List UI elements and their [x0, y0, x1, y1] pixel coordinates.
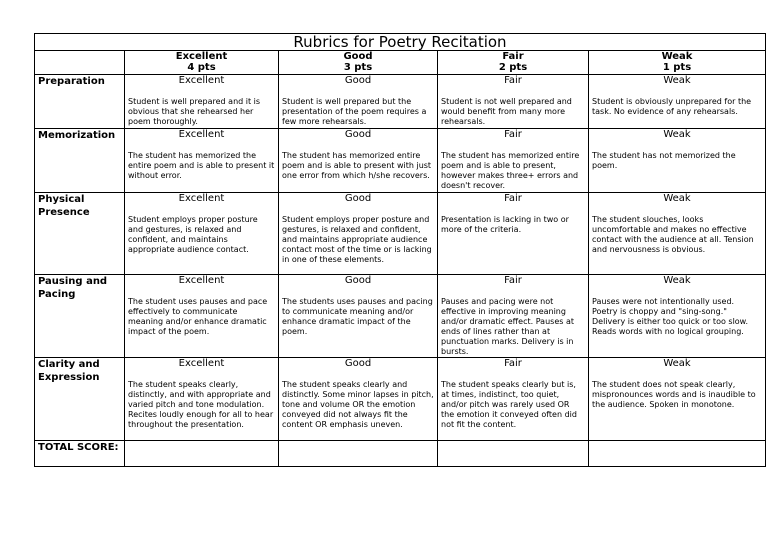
- cell-description: The students uses pauses and pacing to communicate meaning and/or enhance dramatic impact of the poem.: [282, 297, 433, 336]
- total-score-label: TOTAL SCORE:: [35, 441, 125, 467]
- rubric-cell: [279, 275, 438, 358]
- level-label: Good: [344, 275, 372, 286]
- column-name: Fair: [502, 51, 524, 62]
- criterion-label: Pausing and Pacing: [35, 275, 125, 358]
- cell-description: Student is well prepared and it is obvious that she rehearsed her poem thoroughly.: [128, 97, 261, 126]
- level-label: Weak: [663, 75, 691, 86]
- level-label: Excellent: [178, 193, 225, 204]
- criterion-label: Memorization: [35, 129, 125, 193]
- level-label: Weak: [663, 129, 691, 140]
- level-label: Good: [344, 193, 372, 204]
- cell-description: The student slouches, looks uncomfortable and makes no effective contact with the audience at all. Tension and nervousness is obvious.: [592, 215, 754, 254]
- score-entry-cell[interactable]: [589, 441, 766, 467]
- total-score-row: [35, 441, 766, 467]
- column-header-excellent: [125, 51, 279, 75]
- criterion-label: Clarity and Expression: [35, 358, 125, 441]
- column-header-good: [279, 51, 438, 75]
- cell-description: The student uses pauses and pace effectively to communicate meaning and/or enhance dramatic impact of the poem.: [128, 297, 268, 336]
- rubric-cell: [589, 129, 766, 193]
- cell-description: The student speaks clearly, distinctly, and with appropriate and varied pitch and tone modulation. Recites loudly enough for all to hear throughout the presentation.: [128, 380, 274, 429]
- rubric-cell: [125, 193, 279, 275]
- criterion-label: Preparation: [35, 75, 125, 129]
- rubric-cell: [438, 193, 589, 275]
- criterion-label: Physical Presence: [35, 193, 125, 275]
- level-label: Weak: [663, 193, 691, 204]
- column-points: 1 pts: [662, 62, 692, 73]
- level-label: Fair: [504, 275, 522, 286]
- cell-description: The student has memorized entire poem and is able to present with just one error from which h/she recovers.: [282, 151, 432, 180]
- column-header-weak: [589, 51, 766, 75]
- rubric-cell: [279, 75, 438, 129]
- rubric-cell: [589, 275, 766, 358]
- column-points: 2 pts: [498, 62, 528, 73]
- rubric-cell: [279, 358, 438, 441]
- rubric-cell: [125, 275, 279, 358]
- cell-description: The student has memorized the entire poem and is able to present it without error.: [128, 151, 275, 180]
- rubric-cell: [438, 75, 589, 129]
- rubric-cell: [438, 358, 589, 441]
- cell-description: Student is not well prepared and would benefit from many more rehearsals.: [441, 97, 572, 126]
- level-label: Excellent: [178, 358, 225, 369]
- column-points: 4 pts: [187, 62, 216, 73]
- cell-description: The student has not memorized the poem.: [592, 151, 736, 170]
- rubric-cell: [438, 129, 589, 193]
- header-row: [35, 51, 766, 75]
- cell-description: Student is well prepared but the presentation of the poem requires a few more rehearsals.: [282, 97, 427, 126]
- cell-description: Pauses were not intentionally used. Poetry is choppy and "sing-song." Delivery is either too quick or too slow. Reads words with no logical grouping.: [592, 297, 749, 336]
- rubric-row-memorization: [35, 129, 766, 193]
- cell-description: The student does not speak clearly, mispronounces words and is inaudible to the audience. Spoken in monotone.: [592, 380, 756, 409]
- level-label: Excellent: [178, 275, 225, 286]
- level-label: Weak: [663, 275, 691, 286]
- level-label: Good: [344, 129, 372, 140]
- cell-description: Presentation is lacking in two or more of the criteria.: [441, 215, 569, 234]
- column-name: Good: [343, 51, 373, 62]
- rubric-row-pausing-and-pacing: [35, 275, 766, 358]
- column-header-fair: [438, 51, 589, 75]
- level-label: Good: [344, 75, 372, 86]
- rubric-cell: [589, 358, 766, 441]
- rubric-row-physical-presence: [35, 193, 766, 275]
- rubric-cell: [438, 275, 589, 358]
- page-title: Rubrics for Poetry Recitation: [35, 34, 766, 51]
- column-points: 3 pts: [343, 62, 373, 73]
- cell-description: Pauses and pacing were not effective in improving meaning and/or dramatic effect. Pauses at ends of lines rather than at punctuation marks. Delivery is in bursts.: [441, 297, 574, 356]
- column-name: Excellent: [175, 51, 228, 62]
- cell-description: The student speaks clearly and distinctly. Some minor lapses in pitch, tone and volume OR the emotion conveyed did not always fit the content OR emphasis uneven.: [282, 380, 434, 429]
- cell-description: Student employs proper posture and gestures, is relaxed and confident, and maintains appropriate audience contact.: [128, 215, 258, 254]
- cell-description: The student speaks clearly but is, at times, indistinct, too quiet, and/or pitch was rarely used OR the emotion it conveyed often did not fit the content.: [441, 380, 577, 429]
- level-label: Good: [344, 358, 372, 369]
- rubric-row-clarity-and-expression: [35, 358, 766, 441]
- score-entry-cell[interactable]: [125, 441, 279, 467]
- cell-description: Student employs proper posture and gestures, is relaxed and confident, and maintains appropriate audience contact most of the time or is lacking in one of these elements.: [282, 215, 432, 264]
- rubric-cell: [589, 193, 766, 275]
- level-label: Fair: [504, 75, 522, 86]
- rubric-cell: [279, 129, 438, 193]
- level-label: Weak: [663, 358, 691, 369]
- rubric-cell: [125, 75, 279, 129]
- header-blank-cell: [35, 51, 125, 75]
- level-label: Fair: [504, 193, 522, 204]
- rubric-cell: [125, 129, 279, 193]
- score-entry-cell[interactable]: [279, 441, 438, 467]
- rubric-cell: [125, 358, 279, 441]
- level-label: Fair: [504, 358, 522, 369]
- level-label: Excellent: [178, 129, 225, 140]
- column-name: Weak: [661, 51, 693, 62]
- cell-description: Student is obviously unprepared for the task. No evidence of any rehearsals.: [592, 97, 752, 116]
- score-entry-cell[interactable]: [438, 441, 589, 467]
- level-label: Fair: [504, 129, 522, 140]
- rubric-cell: [589, 75, 766, 129]
- level-label: Excellent: [178, 75, 225, 86]
- rubric-row-preparation: [35, 75, 766, 129]
- rubric-table: [34, 33, 766, 467]
- rubric-cell: [279, 193, 438, 275]
- cell-description: The student has memorized entire poem and is able to present, however makes three+ errors and doesn't recover.: [441, 151, 580, 190]
